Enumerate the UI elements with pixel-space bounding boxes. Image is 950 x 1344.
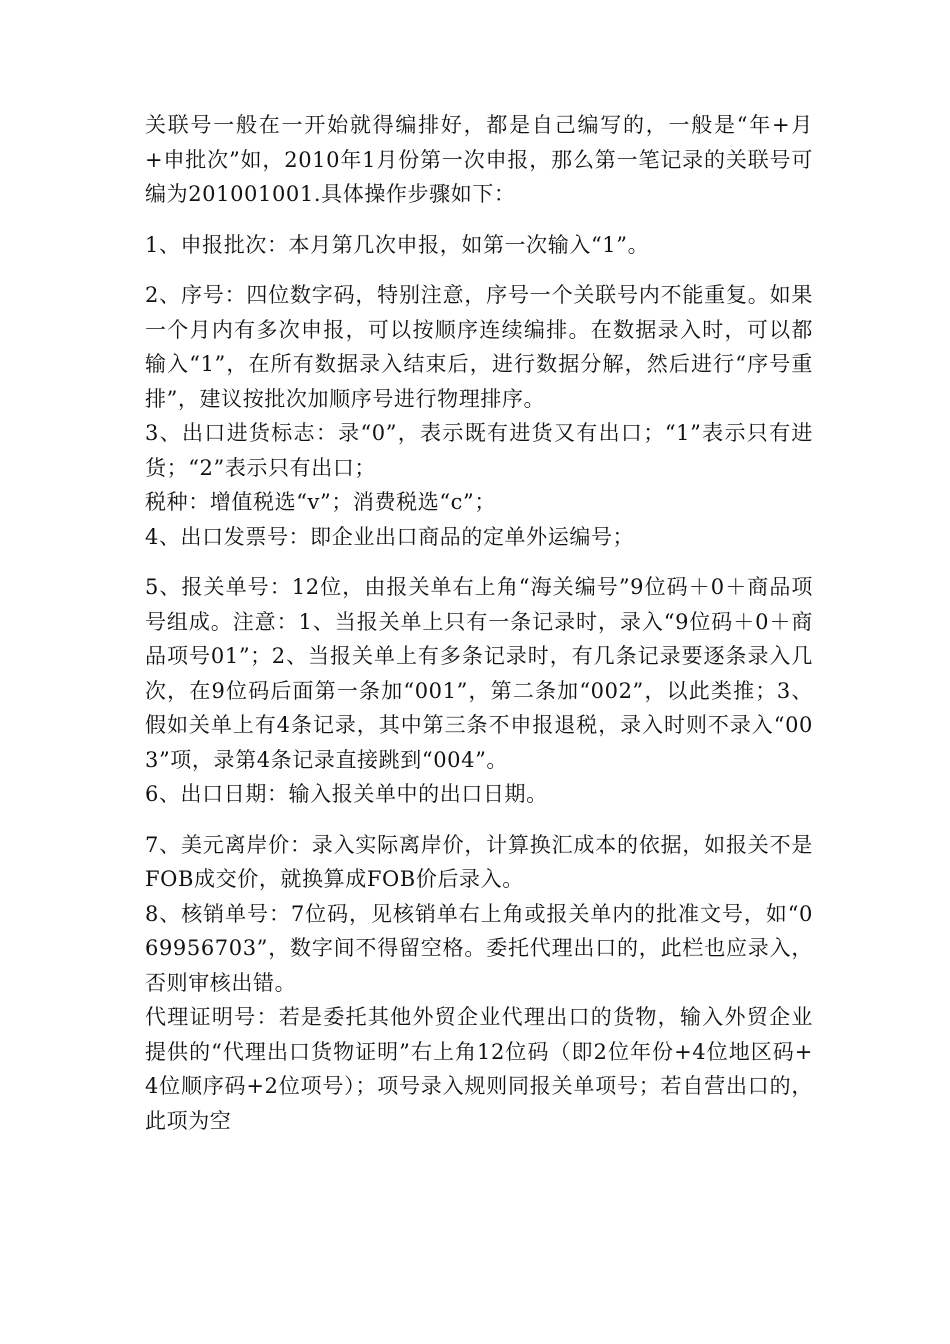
paragraph-agency-certificate: 代理证明号：若是委托其他外贸企业代理出口的货物，输入外贸企业提供的“代理出口货物证明”右上角12位码（即2位年份+4位地区码+4位顺序码+2位项号）；项号录入规则同报关单项号；若自营出口的，此项为空 xyxy=(145,1005,813,1133)
paragraph-step-6: 6、出口日期：输入报关单中的出口日期。 xyxy=(145,782,548,806)
paragraph-step-2: 2、序号：四位数字码，特别注意，序号一个关联号内不能重复。如果一个月内有多次申报，可以按顺序连续编排。在数据录入时，可以都输入“1”，在所有数据录入结束后，进行数据分解，然后进行“序号重排”，建议按批次加顺序号进行物理排序。 xyxy=(145,283,813,411)
paragraph-step-1: 1、申报批次：本月第几次申报，如第一次输入“1”。 xyxy=(145,232,650,257)
document-body xyxy=(145,108,813,1138)
paragraph-step-7: 7、美元离岸价：录入实际离岸价，计算换汇成本的依据，如报关不是FOB成交价，就换算成FOB价后录入。 xyxy=(145,832,813,891)
paragraph-step-8: 8、核销单号：7位码，见核销单右上角或报关单内的批准文号，如“069956703”，数字间不得留空格。委托代理出口的，此栏也应录入，否则审核出错。 xyxy=(145,901,813,995)
paragraph-intro: 关联号一般在一开始就得编排好，都是自己编写的，一般是“年+月+申批次”如，2010年1月份第一次申报，那么第一笔记录的关联号可编为201001001.具体操作步骤如下： xyxy=(145,113,813,206)
paragraph-step-3: 3、出口进货标志：录“0”，表示既有进货又有出口；“1”表示只有进货；“2”表示只有出口； xyxy=(145,421,813,480)
paragraph-step-4: 4、出口发票号：即企业出口商品的定单外运编号； xyxy=(145,524,635,549)
paragraph-step-5: 5、报关单号：12位，由报关单右上角“海关编号”9位码＋0＋商品项号组成。注意：1、当报关单上只有一条记录时，录入“9位码＋0＋商品项号01”；2、当报关单上有多条记录时，有几条记录要逐条录入几次，在9位码后面第一条加“001”，第二条加“002”，以此类推；3、假如关单上有4条记录，其中第三条不申报退税，录入时则不录入“003”项，录第4条记录直接跳到“004”。 xyxy=(145,575,813,772)
paragraph-tax-type: 税种：增值税选“v”；消费税选“c”； xyxy=(145,490,496,514)
